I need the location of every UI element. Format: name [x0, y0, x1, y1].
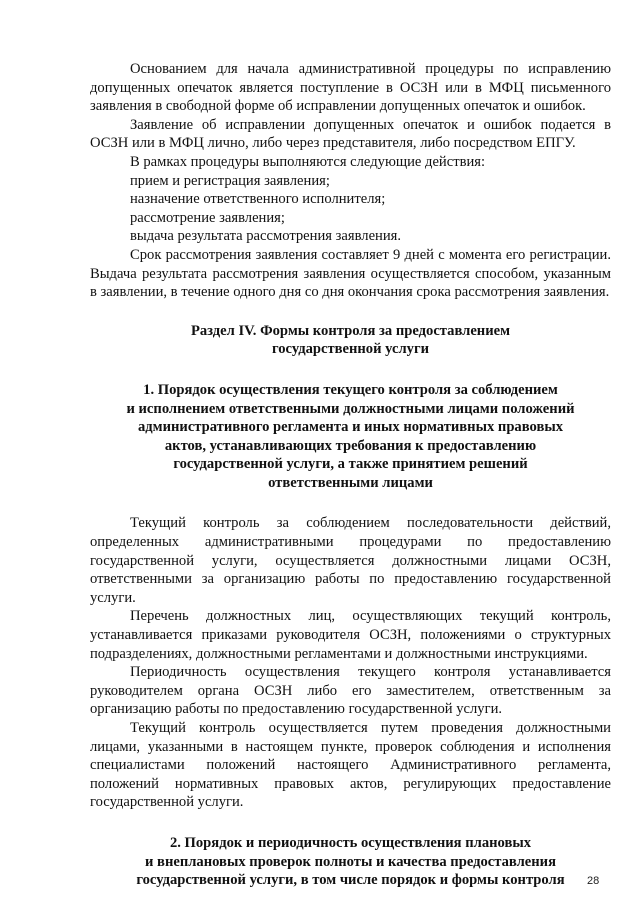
section-heading	[90, 322, 611, 359]
paragraph: Заявление об исправлении допущенных опечаток и ошибок подается в ОСЗН или в МФЦ лично, либо через представителя, либо посредством ЕПГУ.	[90, 116, 611, 152]
page-number: 28	[587, 875, 600, 887]
heading-line: актов, устанавливающих требования к предоставлению	[164, 437, 537, 454]
page-content	[90, 60, 611, 890]
subsection-heading	[90, 381, 611, 493]
paragraph: Основанием для начала административной процедуры по исправлению допущенных опечаток является поступление в ОСЗН или в МФЦ письменного заявления в свободной форме об исправлении допущенных опечаток и ошибок.	[90, 61, 611, 115]
actions-list	[90, 172, 611, 246]
list-item: выдача результата рассмотрения заявления.	[130, 228, 402, 245]
paragraph: Перечень должностных лиц, осуществляющих текущий контроль, устанавливается приказами руководителя ОСЗН, положениями о структурных подразделениях, должностными регламентами и должностными инструкциями.	[90, 608, 611, 662]
heading-line: и исполнением ответственными должностными лицами положений	[126, 400, 575, 417]
list-item: рассмотрение заявления;	[130, 209, 285, 226]
heading-line: 2. Порядок и периодичность осуществления плановых	[169, 834, 532, 851]
heading-line: государственной услуги	[271, 341, 430, 358]
paragraph: Срок рассмотрения заявления составляет 9 дней с момента его регистрации. Выдача результата рассмотрения заявления осуществляется способом, указанным в заявлении, в течение одного дня со дня окончания срока рассмотрения заявления.	[90, 246, 611, 301]
paragraph: Текущий контроль осуществляется путем проведения должностными лицами, указанными в настоящем пункте, проверок соблюдения и исполнения специалистами положений настоящего Административного регламента, положений нормативных правовых актов, регулирующих предоставление государственной услуги.	[90, 720, 611, 811]
heading-line: ответственными лицами	[268, 474, 433, 491]
paragraph: Текущий контроль за соблюдением последовательности действий, определенных административными процедурами по предоставлению государственной услуги, осуществляется должностными лицами ОСЗН, ответственными за организацию работы по предоставлению государственной услуги.	[90, 515, 611, 606]
heading-line: государственной услуги, а также принятием решений	[173, 456, 528, 473]
heading-line: государственной услуги, в том числе порядок и формы контроля	[136, 872, 565, 889]
paragraph: Периодичность осуществления текущего контроля устанавливается руководителем органа ОСЗН либо его заместителем, ответственным за организацию работы по предоставлению государственной услуги.	[90, 664, 611, 718]
list-item: назначение ответственного исполнителя;	[130, 191, 386, 208]
heading-line: и внеплановых проверок полноты и качества предоставления	[145, 853, 556, 870]
list-item: прием и регистрация заявления;	[130, 172, 330, 189]
subsection-heading	[90, 834, 611, 890]
heading-line: Раздел IV. Формы контроля за предоставлением	[190, 322, 511, 339]
paragraph: В рамках процедуры выполняются следующие действия:	[130, 153, 486, 170]
subsection-body	[90, 514, 611, 812]
heading-line: 1. Порядок осуществления текущего контроля за соблюдением	[143, 381, 558, 398]
heading-line: административного регламента и иных нормативных правовых	[137, 419, 564, 436]
